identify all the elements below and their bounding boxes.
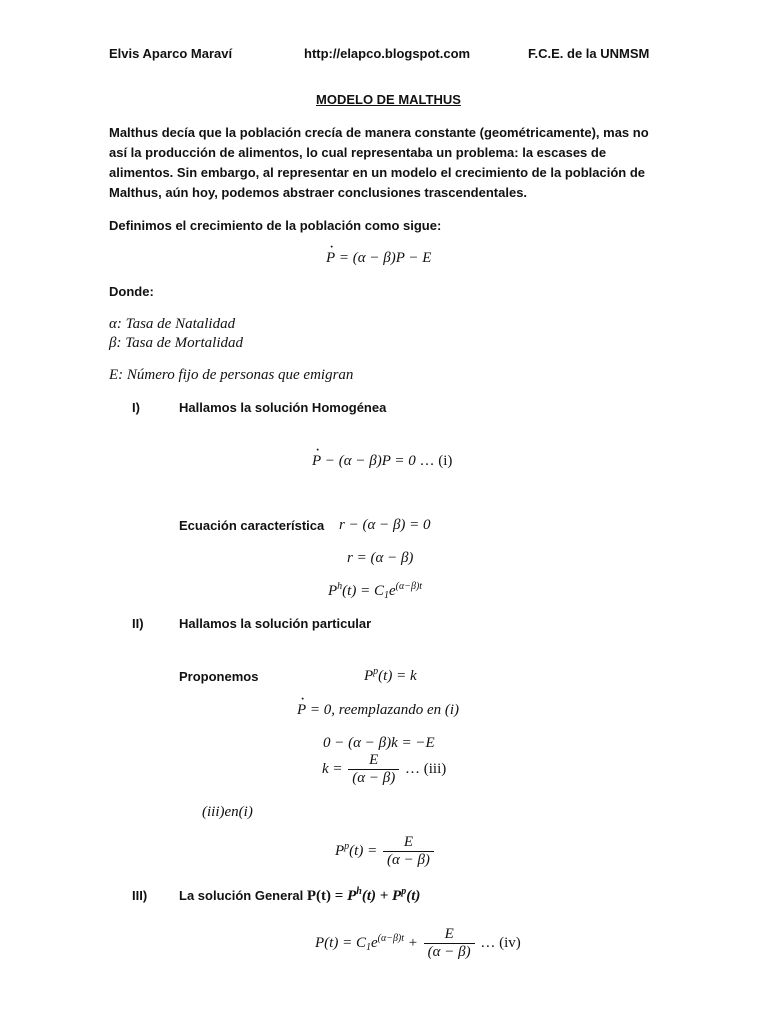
iii-en-i: (iii)en(i) (202, 804, 253, 820)
section-1-heading: Hallamos la solución Homogénea (179, 400, 387, 415)
page-title: MODELO DE MALTHUS (316, 92, 461, 107)
replace-equation: · P = 0, reemplazando en (i) (297, 702, 459, 719)
definition-e: E: Número fijo de personas que emigran (109, 367, 354, 383)
definition-alpha: α: Tasa de Natalidad (109, 316, 236, 332)
section-2-heading: Hallamos la solución particular (179, 616, 372, 631)
intro-paragraph: Malthus decía que la población crecía de manera constante (geométricamente), mas no así la producción de alimentos, lo cual representaba un problema: la escases de alimentos. Sin embargo, al representar en un modelo el crecimiento de la población de Malthus, aún hoy, podemos abstraer conclusiones trascendentales. (109, 125, 649, 200)
tag-iv: … (iv) (480, 934, 521, 951)
growth-equation: · P = (α − β)P − E (326, 250, 431, 267)
definition-e-text: Número fijo de personas que emigran (126, 367, 354, 383)
general-solution: $P(t) = C_1e^{(\alpha-\beta)t}$ + $\frac{E}{(\alpha - \beta)}$ … (iv) (315, 926, 521, 960)
tag-iii: … (iii) (405, 760, 447, 777)
definition-alpha-text: Tasa de Natalidad (125, 316, 236, 332)
characteristic-label: Ecuación característica (179, 518, 325, 533)
section-3-heading-text: La solución General (179, 888, 304, 903)
tag-i: … (i) (419, 453, 453, 469)
root-equation: r = (α − β) (347, 550, 414, 566)
substitution-equation: 0 − (α − β)k = −E (323, 735, 435, 751)
section-1-numeral: I) (132, 400, 140, 415)
definition-beta: β: Tasa de Mortalidad (109, 335, 244, 351)
section-3-heading: La solución General $P(t) = P^h(t) + P^p(t)$ (179, 886, 421, 904)
header-institution: F.C.E. de la UNMSM (528, 46, 650, 61)
characteristic-equation: r − (α − β) = 0 (339, 517, 431, 533)
particular-solution: $P^p(t)$ = $\frac{E}{(\alpha - \beta)}$ (335, 834, 436, 869)
propose-label: Proponemos (179, 669, 259, 684)
section-2-numeral: II) (132, 616, 144, 631)
replace-text: reemplazando en (i) (338, 702, 460, 718)
k-equation: k = $\frac{E}{(\alpha - \beta)}$ … (iii) (322, 752, 447, 786)
particular-proposal: $P^p(t) = k$ (364, 666, 417, 684)
donde-label: Donde: (109, 284, 154, 299)
header-author: Elvis Aparco Maraví (109, 46, 233, 61)
homogeneous-equation: · P − (α − β)P = 0 … (i) (312, 453, 452, 470)
section-3-numeral: III) (132, 888, 148, 903)
definition-beta-text: Tasa de Mortalidad (125, 335, 244, 351)
define-sentence: Definimos el crecimiento de la población como sigue: (109, 218, 442, 233)
header-url[interactable]: http://elapco.blogspot.com (304, 46, 471, 61)
homogeneous-solution: $P^h(t) = C_1e^{(\alpha-\beta)t}$ (328, 581, 423, 601)
